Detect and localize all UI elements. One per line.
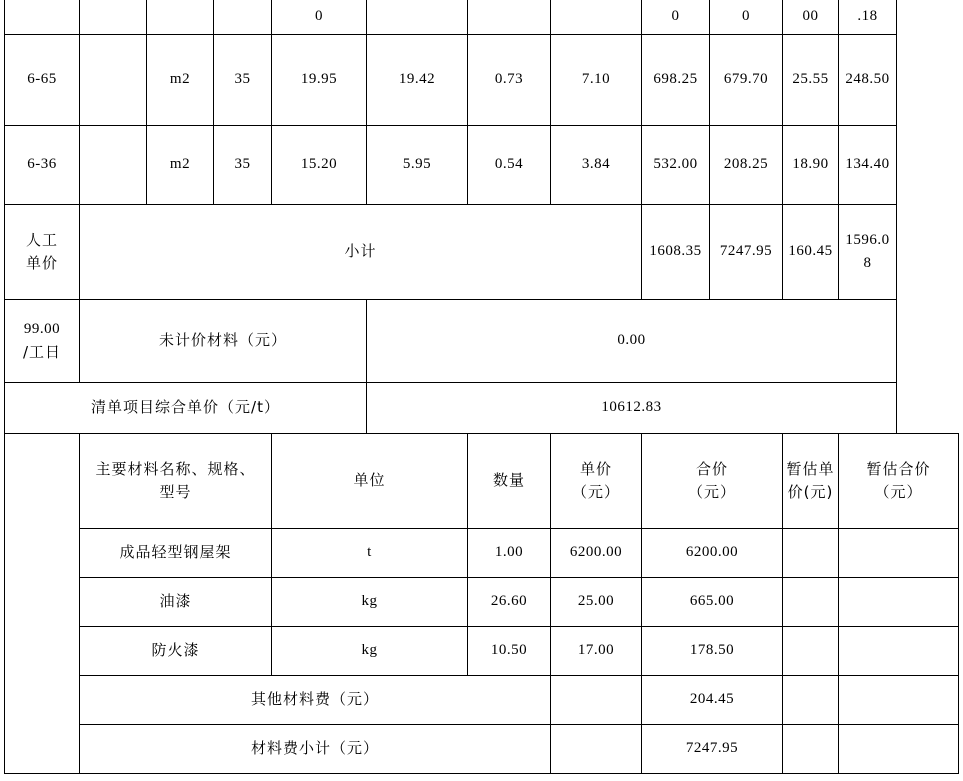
materials-header-est-amount-line1: 暂估合价	[866, 459, 931, 478]
materials-subtotal-row	[5, 725, 959, 774]
materials-subtotal-est-amount	[839, 725, 959, 774]
table-row	[5, 0, 959, 35]
cell-amount-2: 679.70	[710, 35, 783, 126]
comprehensive-price-value: 10612.83	[367, 383, 897, 434]
subtotal-value-4: 1596.08	[839, 205, 897, 300]
labor-unit-price-label	[5, 205, 80, 300]
cell-amount-3: 25.55	[783, 35, 839, 126]
cell-price-2: 5.95	[367, 126, 468, 205]
materials-header-unit-price-line1: 单价	[579, 459, 612, 478]
cell-amount-2: 208.25	[710, 126, 783, 205]
other-materials-est-amount	[839, 676, 959, 725]
material-quantity: 26.60	[468, 578, 551, 627]
materials-header-amount	[642, 434, 783, 529]
cell-amount-1: 0	[642, 0, 710, 35]
materials-header-unit: 单位	[272, 434, 468, 529]
unpriced-materials-row	[5, 300, 959, 383]
material-est-unit-price	[783, 529, 839, 578]
materials-header-est-amount-line2: （元）	[874, 483, 923, 501]
materials-header-name-line2: 型号	[159, 483, 192, 501]
material-item-row	[5, 578, 959, 627]
cell-amount-1: 532.00	[642, 126, 710, 205]
other-materials-row	[5, 676, 959, 725]
labor-unit-price-label-line1: 人工	[25, 230, 58, 249]
material-amount: 665.00	[642, 578, 783, 627]
materials-header-est-unit-price	[783, 434, 839, 529]
other-materials-est-unit-price	[783, 676, 839, 725]
material-name: 成品轻型钢屋架	[80, 529, 272, 578]
material-est-amount	[839, 578, 959, 627]
cell-code	[5, 0, 80, 35]
other-materials-amount: 204.45	[642, 676, 783, 725]
materials-header-est-unit-price-line1: 暂估单	[786, 459, 835, 478]
material-name: 防火漆	[80, 627, 272, 676]
cell-code: 6-65	[5, 35, 80, 126]
materials-header-amount-line2: （元）	[687, 483, 736, 501]
cell-amount-4: 134.40	[839, 126, 897, 205]
unpriced-materials-label: 未计价材料（元）	[80, 300, 367, 383]
material-item-row	[5, 627, 959, 676]
materials-subtotal-est-unit-price	[783, 725, 839, 774]
cell-price-2: 19.42	[367, 35, 468, 126]
materials-left-blank	[5, 434, 80, 774]
labor-rate-value: 99.00	[23, 320, 61, 337]
material-quantity: 1.00	[468, 529, 551, 578]
unpriced-materials-value: 0.00	[367, 300, 897, 383]
material-item-row	[5, 529, 959, 578]
subtotal-label: 小计	[80, 205, 642, 300]
material-est-unit-price	[783, 627, 839, 676]
material-unit: t	[272, 529, 468, 578]
materials-header-row	[5, 434, 959, 529]
materials-subtotal-amount: 7247.95	[642, 725, 783, 774]
cell-quantity: 35	[214, 35, 272, 126]
material-est-unit-price	[783, 578, 839, 627]
subtotal-value-2: 7247.95	[710, 205, 783, 300]
table-row	[5, 126, 959, 205]
materials-header-amount-line1: 合价	[695, 459, 728, 478]
materials-header-name	[80, 434, 272, 529]
cell-price-4: 3.84	[551, 126, 642, 205]
cell-amount-2: 0	[710, 0, 783, 35]
comprehensive-price-row	[5, 383, 959, 434]
cell-price-2	[367, 0, 468, 35]
material-name: 油漆	[80, 578, 272, 627]
subtotal-value-1: 1608.35	[642, 205, 710, 300]
table-row	[5, 35, 959, 126]
cell-price-1: 19.95	[272, 35, 367, 126]
materials-header-name-line1: 主要材料名称、规格、	[95, 459, 256, 478]
cell-amount-1: 698.25	[642, 35, 710, 126]
subtotal-row	[5, 205, 959, 300]
material-unit-price: 17.00	[551, 627, 642, 676]
cell-quantity: 35	[214, 126, 272, 205]
material-amount: 178.50	[642, 627, 783, 676]
cell-amount-4: .18	[839, 0, 897, 35]
cell-price-4	[551, 0, 642, 35]
other-materials-blank	[551, 676, 642, 725]
cost-analysis-table	[4, 0, 959, 774]
cell-unit: m2	[147, 126, 214, 205]
cell-price-3: 0.73	[468, 35, 551, 126]
cell-price-1: 15.20	[272, 126, 367, 205]
cell-price-4: 7.10	[551, 35, 642, 126]
cell-quantity	[214, 0, 272, 35]
material-unit-price: 25.00	[551, 578, 642, 627]
material-est-amount	[839, 627, 959, 676]
cell-unit	[147, 0, 214, 35]
materials-header-quantity: 数量	[468, 434, 551, 529]
cell-price-1: 0	[272, 0, 367, 35]
cell-price-3: 0.54	[468, 126, 551, 205]
cell-amount-3: 18.90	[783, 126, 839, 205]
cell-unit: m2	[147, 35, 214, 126]
cell-code: 6-36	[5, 126, 80, 205]
materials-subtotal-label: 材料费小计（元）	[80, 725, 551, 774]
materials-header-unit-price-line2: （元）	[571, 483, 620, 501]
materials-header-unit-price	[551, 434, 642, 529]
cell-name	[80, 35, 147, 126]
material-amount: 6200.00	[642, 529, 783, 578]
material-est-amount	[839, 529, 959, 578]
other-materials-label: 其他材料费（元）	[80, 676, 551, 725]
material-unit-price: 6200.00	[551, 529, 642, 578]
cell-price-3	[468, 0, 551, 35]
material-quantity: 10.50	[468, 627, 551, 676]
materials-header-est-unit-price-line2: 价(元)	[787, 483, 834, 501]
cell-name	[80, 0, 147, 35]
labor-rate-unit: /工日	[22, 343, 62, 361]
materials-subtotal-blank	[551, 725, 642, 774]
material-unit: kg	[272, 578, 468, 627]
material-unit: kg	[272, 627, 468, 676]
comprehensive-price-label: 清单项目综合单价（元/t）	[5, 383, 367, 434]
cell-amount-3: 00	[783, 0, 839, 35]
subtotal-value-3: 160.45	[783, 205, 839, 300]
labor-unit-price-label-line2: 单价	[25, 254, 58, 272]
cell-name	[80, 126, 147, 205]
cell-amount-4: 248.50	[839, 35, 897, 126]
materials-header-est-amount	[839, 434, 959, 529]
labor-rate-label	[5, 300, 80, 383]
